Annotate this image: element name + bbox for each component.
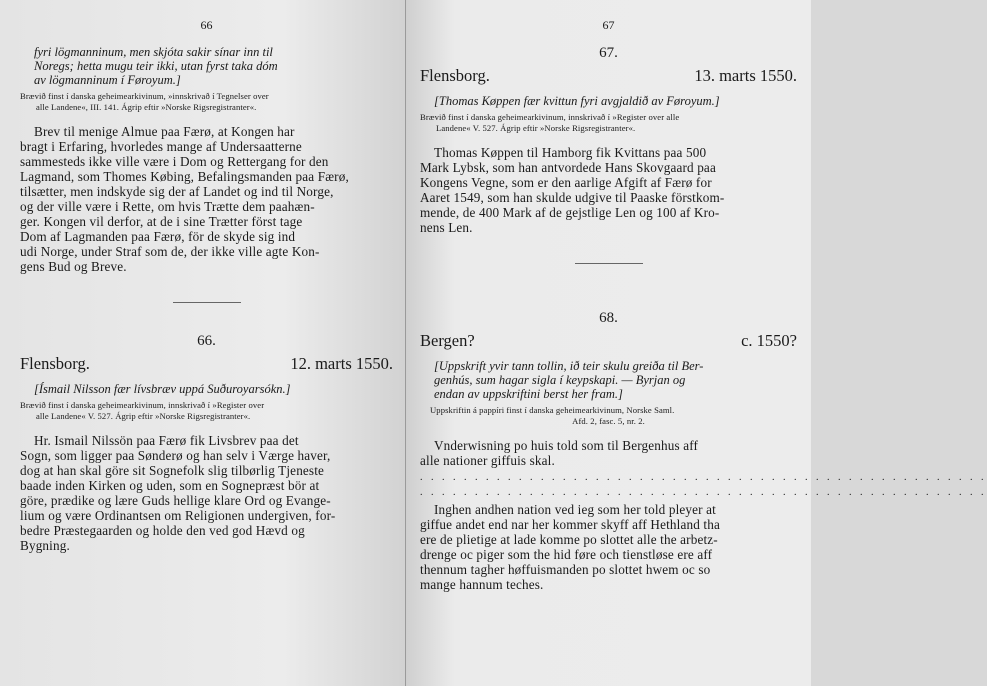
- page-number-right: 67: [602, 18, 615, 32]
- entry-heading-67: [420, 66, 797, 86]
- entry-text-68-heading: Vnderwisning po huis told som til Bergenhus aff alle nationer giffuis skal.: [420, 438, 699, 468]
- entry-text-67: Thomas Køppen til Hamborg fik Kvittans paa 500 Mark Lybsk, som han antvordede Hans Skovgaard paa Kongens Vegne, som er den aarlige Afgift af Færø for Aaret 1549, som han skulde udgive til Paaske förstkom- mende, de 400 Mark af de gejstlige Len og 100 af Kro- nens Len.: [420, 145, 725, 235]
- page-number-left: 66: [200, 18, 213, 32]
- entry-italic-summary-67: [Thomas Køppen fær kvittun fyri avgjaldið av Føroyum.]: [434, 94, 720, 108]
- entry-heading-68: [420, 331, 797, 351]
- entry-source-note-68: Uppskriftin á pappíri finst í danska geheimearkivinum, Norske Saml. Afd. 2, fasc. 5, nr. 2.: [430, 405, 675, 426]
- entry-heading-66: [20, 354, 393, 374]
- continued-letter-text: Brev til menige Almue paa Færø, at Kongen har bragt i Erfaring, hvorledes mange af Undersaatterne sammesteds ikke ville være i Dom og Rettergang for den Lagmand, som Thomes Købing, Befalingsmanden paa Færø, tilsætter, men indskyde sig der af Landet og ind til Norge, og der ville være i Rette, om hvis Trætte dem paahæn- ger. Kongen vil derfor, at de i sine Trætter först tage Dom af Lagmanden paa Færø, för de skyde sig ind udi Norge, under Straf som de, der ikke ville agte Kon- gens Bud og Breve.: [20, 124, 349, 274]
- entry-date: c. 1550?: [741, 331, 797, 350]
- section-divider: [173, 302, 241, 303]
- entry-place: Bergen?: [420, 331, 475, 350]
- entry-text-66: Hr. Ismail Nilssön paa Færø fik Livsbrev paa det Sogn, som ligger paa Sønderø og han selv i Værge haver, dog at han skal göre sit Sognefolk slig tilbørlig Tjeneste baade inden Kirken og uden, som en Sognepræst bör at göre, prædike og lære Guds hellige klare Ord og Evange- lium og være Ordinantsen om Religionen undergiven, for- bedre Præstegaarden og holde den ved god Hævd og Bygning.: [20, 433, 336, 553]
- entry-text-68-ending: Inghen andhen nation ved ieg som her told pleyer at giffue andet end nar her kommer skyff aff Hethland tha ere de plietige at lade komme po slottet alle the arbetz- drenge oc piger som the hid føre och tienstløse ere aff thennum tagher høffuismanden po slottet hwem oc so mange hannum teches.: [420, 502, 720, 592]
- entry-italic-summary-68: [Uppskrift yvir tann tollin, ið teir skulu greiða til Ber- genhús, sum hagar sigla í keypskapi. — Byrjan og endan av uppskriftini berst her fram.]: [434, 359, 704, 401]
- omission-dots: . . . . . . . . . . . . . . . . . . . . . . . . . . . . . . . . . . . . . . . . . . . . . . . . . . . .: [420, 472, 987, 483]
- entry-place: Flensborg.: [420, 66, 490, 85]
- continued-italic-summary: fyri lögmanninum, men skjóta sakir sínar inn til Noregs; hetta mugu teir ikki, utan fyrst taka dóm av lögmanninum í Føroyum.]: [34, 45, 278, 87]
- entry-number-66: 66.: [197, 333, 216, 349]
- entry-number-68: 68.: [599, 310, 618, 326]
- entry-source-note-66: Brævið finst í danska geheimearkivinum, innskrivað í »Register over alle Landene« V. 527. Ágrip eftir »Norske Rigsregistranter«.: [20, 400, 265, 421]
- right-page: [406, 0, 987, 686]
- left-page: [0, 0, 405, 686]
- entry-date: 12. marts 1550.: [290, 354, 393, 373]
- entry-date: 13. marts 1550.: [694, 66, 797, 85]
- continued-source-note: Brævið finst í danska geheimearkivinum, »innskrivað í Tegnelser over alle Landene«, III. 141. Ágrip eftir »Norske Rigsregistranter«.: [20, 91, 269, 112]
- entry-place: Flensborg.: [20, 354, 90, 373]
- entry-number-67: 67.: [599, 45, 618, 61]
- omission-dots: . . . . . . . . . . . . . . . . . . . . . . . . . . . . . . . . . . . . . . . . . . . . . . . . . . . .: [420, 487, 987, 498]
- entry-italic-summary-66: [Ísmail Nilsson fær lívsbræv uppá Suðuroyarsókn.]: [34, 382, 291, 396]
- entry-source-note-67: Brævið finst í danska geheimearkivinum, innskrivað í »Register over alle Landene« V. 527. Ágrip eftir »Norske Rigsregistranter«.: [420, 112, 680, 133]
- section-divider: [575, 263, 643, 264]
